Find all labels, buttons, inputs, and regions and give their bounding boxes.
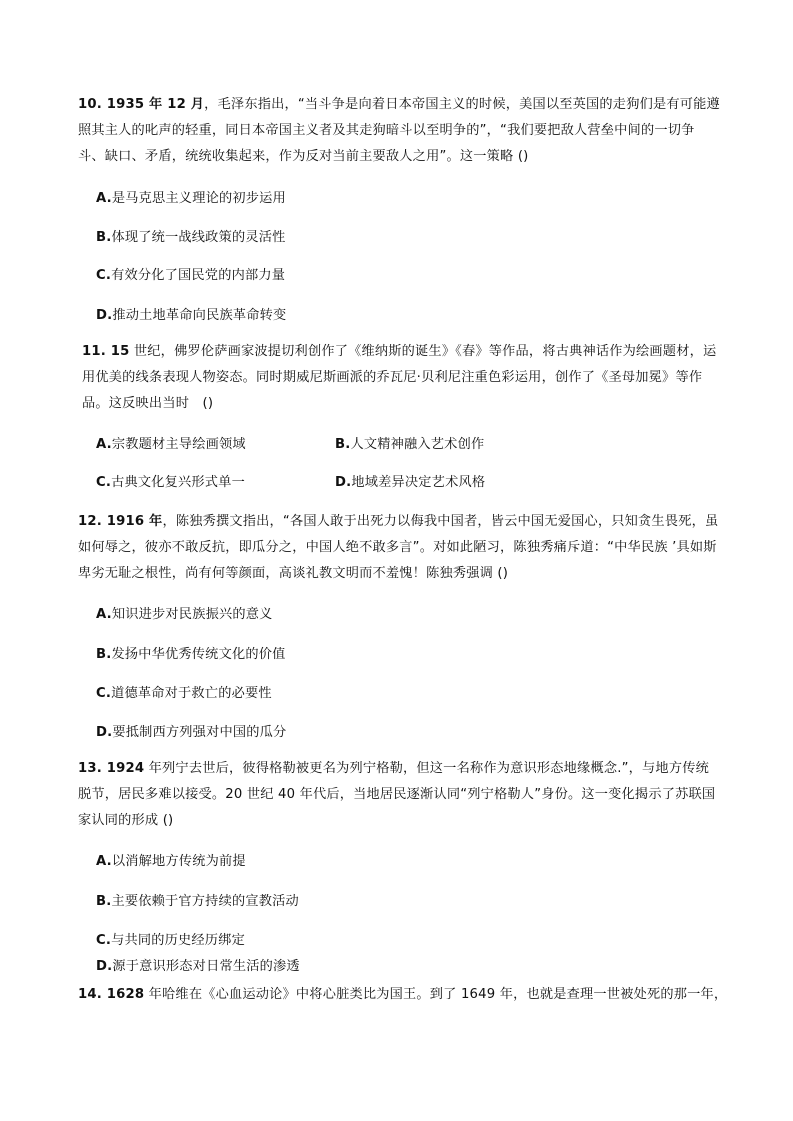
option-label: D. <box>96 959 113 974</box>
option-text: 与共同的历史经历绑定 <box>111 933 245 948</box>
question-12-option-b[interactable] <box>96 646 286 664</box>
option-text: 是马克思主义理论的初步运用 <box>111 191 286 206</box>
question-11-text: 世纪，佛罗伦萨画家波提切利创作了《维纳斯的诞生》《春》等作品，将古典神话作为绘画题材，运用优美的线条表现人物姿态。同时期威尼斯画派的乔瓦尼·贝利尼注重色彩运用，创作了《圣母加冕》等作品。这反映出当时 () <box>82 344 717 411</box>
option-label: C. <box>96 933 112 948</box>
option-label: D. <box>96 308 113 323</box>
option-label: B. <box>335 437 351 452</box>
question-13-option-c[interactable] <box>96 932 245 950</box>
question-12-stem <box>78 509 720 587</box>
question-11-option-b[interactable] <box>335 436 484 454</box>
option-text: 古典文化复兴形式单一 <box>111 475 245 490</box>
option-text: 主要依赖于官方持续的宣教活动 <box>111 894 299 909</box>
option-text: 地域差异决定艺术风格 <box>351 475 486 490</box>
question-12-text: ，陈独秀撰文指出，“各国人敢于出死力以侮我中国者，皆云中国无爱国心，只知贪生畏死，虽如何辱之，彼亦不敢反抗，即瓜分之，中国人绝不敢多言”。对如此陋习，陈独秀痛斥道：“中华民族 ’具如斯卑劣无耻之根性，尚有何等颜面，高谈礼教文明而不羞愧！陈独秀强调 () <box>78 514 719 581</box>
question-13-option-a[interactable] <box>96 853 246 871</box>
question-12-number: 12. 1916 年 <box>78 514 163 529</box>
option-text: 有效分化了国民党的内部力量 <box>111 268 286 283</box>
option-text: 体现了统一战线政策的灵活性 <box>111 230 286 245</box>
option-label: D. <box>96 725 113 740</box>
option-label: C. <box>96 686 112 701</box>
option-label: A. <box>96 437 112 452</box>
question-10-option-d[interactable] <box>96 307 286 325</box>
question-10-option-b[interactable] <box>96 229 286 247</box>
option-text: 源于意识形态对日常生活的渗透 <box>112 959 300 974</box>
option-text: 人文精神融入艺术创作 <box>350 437 485 452</box>
option-label: A. <box>96 854 112 869</box>
question-11-stem <box>82 339 722 417</box>
question-13-text: 年列宁去世后，彼得格勒被更名为列宁格勒，但这一名称作为意识形态地缘概念.”，与地方传统脱节，居民多难以接受。20 世纪 40 年代后，当地居民逐渐认同“列宁格勒人”身份。这一变化揭示了苏联国家认同的形成 () <box>78 761 716 828</box>
question-10-option-c[interactable] <box>96 267 285 285</box>
question-14-text: 年哈维在《心血运动论》中将心脏类比为国王。到了 1649 年，也就是查理一世被处死的那一年， <box>144 987 728 1002</box>
option-label: C. <box>96 268 112 283</box>
option-text: 宗教题材主导绘画领域 <box>111 437 246 452</box>
question-10-stem <box>78 92 720 170</box>
option-label: B. <box>96 647 112 662</box>
option-label: C. <box>96 475 112 490</box>
option-text: 推动土地革命向民族革命转变 <box>112 308 287 323</box>
option-text: 以消解地方传统为前提 <box>111 854 246 869</box>
option-text: 发扬中华优秀传统文化的价值 <box>111 647 286 662</box>
question-10-number: 10. 1935 年 12 月 <box>78 97 205 112</box>
option-label: D. <box>335 475 352 490</box>
question-10-text: ，毛泽东指出，“当斗争是向着日本帝国主义的时候，美国以至英国的走狗们是有可能遵照其主人的叱声的轻重，同日本帝国主义者及其走狗暗斗以至明争的”，“我们要把敌人营垒中间的一切争斗、缺口、矛盾，统统收集起来，作为反对当前主要敌人之用”。这一策略 () <box>78 97 720 164</box>
question-13-stem <box>78 756 720 834</box>
question-14-stem <box>78 982 738 1008</box>
option-label: B. <box>96 230 112 245</box>
option-text: 知识进步对民族振兴的意义 <box>111 607 273 622</box>
option-label: B. <box>96 894 112 909</box>
question-11-number: 11. 15 <box>82 344 130 359</box>
option-text: 道德革命对于救亡的必要性 <box>111 686 272 701</box>
question-13-option-b[interactable] <box>96 893 299 911</box>
option-label: A. <box>96 191 112 206</box>
question-11-option-c[interactable] <box>96 474 245 492</box>
question-13-number: 13. 1924 <box>78 761 145 776</box>
question-14-number: 14. 1628 <box>78 987 145 1002</box>
option-text: 要抵制西方列强对中国的瓜分 <box>112 725 287 740</box>
question-12-option-d[interactable] <box>96 724 286 742</box>
question-11-option-a[interactable] <box>96 436 246 454</box>
option-label: A. <box>96 607 112 622</box>
question-11-option-d[interactable] <box>335 474 485 492</box>
question-13-option-d[interactable] <box>96 958 300 976</box>
question-12-option-a[interactable] <box>96 606 273 624</box>
question-12-option-c[interactable] <box>96 685 272 703</box>
question-10-option-a[interactable] <box>96 190 286 208</box>
